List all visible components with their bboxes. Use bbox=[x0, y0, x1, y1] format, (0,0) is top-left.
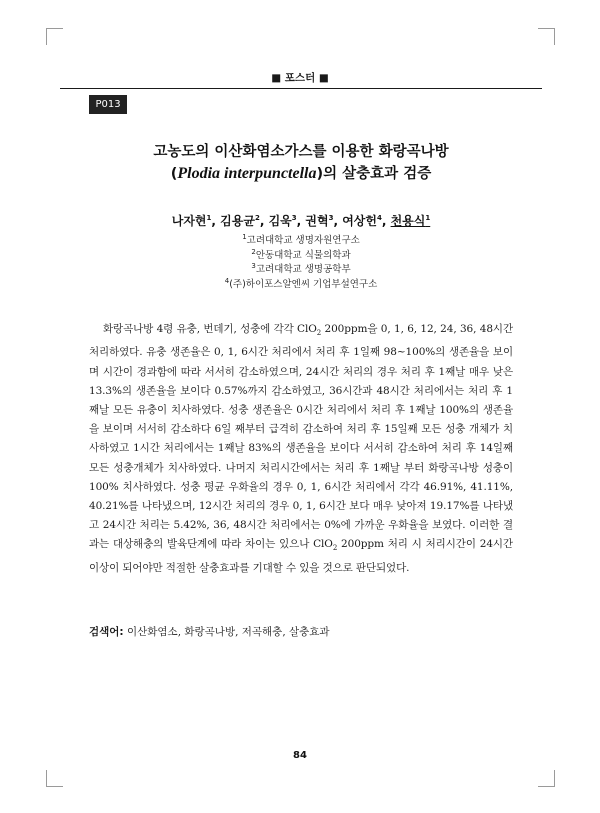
paper-title bbox=[60, 141, 542, 185]
author: 나자현$^1$, bbox=[171, 214, 221, 228]
title-line-2-rest: )의 살충효과 검증 bbox=[316, 166, 432, 182]
abstract-body: 화랑곡나방 4령 유충, 번데기, 성충에 각각 ClO$_2$ 200ppm을 0, 1, 6, 12, 24, 36, 48시간 처리하였다. 유충 생존율은 0, 1, 6시간 처리에서 처리 후 1일째 98~100%의 생존율을 보이며 시간이 경과함에 따라 서서히 감소하였으며, 24시간 처리의 경우 처리 후 1째날 매우 낮은 13.3%의 생존율을 보이다 0.57%까지 감소하였고, 36시간과 48시간 처리에서는 처리 후 1째날 모든 유충이 치사하였다. 성충 생존율은 0시간 처리에서 처리 후 1째날 100%의 생존율을 보이며 서서히 감소하다 6일 째부터 급격히 감소하여 처리 후 15일째 모든 성충 개체가 치사하였고 1시간 처리에서는 1째날 83%의 생존율을 보이다 서서히 감소하여 처리 후 14일째 모든 성충개체가 치사하였다. 나머지 처리시간에서는 처리 후 1째날 부터 화랑곡나방 성충이 100% 치사하였다. 성충 평균 우화율의 경우 0, 1, 6시간 처리에서 각각 46.91%, 41.11%, 40.21%를 나타냈으며, 12시간 처리의 경우 0, 1, 6시간 보다 매우 낮아져 19.17%를 나타냈고 24시간 처리는 5.42%, 36, 48시간 처리에서는 0%에 가까운 우화율을 보였다. 이러한 결과는 대상해충의 발육단계에 따라 차이는 있으나 ClO$_2$ 200ppm 처리 시 처리시간이 24시간 이상이 되어야만 적절한 살충효과를 기대할 수 있을 것으로 판단되었다. bbox=[89, 323, 513, 574]
author: 권혁$^3$, bbox=[305, 214, 343, 228]
crop-mark-top-right bbox=[538, 28, 555, 45]
author-list bbox=[60, 212, 542, 229]
crop-mark-bottom-left bbox=[46, 770, 63, 787]
species-name: Plodia interpunctella bbox=[177, 165, 317, 182]
title-paren-open: ( bbox=[170, 166, 178, 182]
author: 여상헌$^4$, bbox=[342, 214, 391, 228]
crop-mark-bottom-right bbox=[538, 770, 555, 787]
poster-code-badge: P013 bbox=[89, 95, 127, 114]
affiliation: $^3$고려대학교 생명공학부 bbox=[251, 261, 351, 275]
affiliation-list bbox=[60, 234, 542, 292]
affiliation: $^4$(주)하이포스알엔씨 기업부설연구소 bbox=[224, 276, 378, 290]
author: 김용균$^2$, bbox=[220, 214, 269, 228]
affiliation: $^1$고려대학교 생명자원연구소 bbox=[242, 232, 360, 246]
page-number: 84 bbox=[293, 750, 307, 761]
crop-mark-top-left bbox=[46, 28, 63, 45]
presenting-author: 천용식$^1$ bbox=[390, 214, 431, 228]
keywords-text: 이산화염소, 화랑곡나방, 저곡해충, 살충효과 bbox=[123, 626, 330, 638]
title-line-2 bbox=[60, 163, 542, 185]
author: 김욱$^3$, bbox=[268, 214, 306, 228]
header-rule bbox=[60, 88, 542, 89]
section-header: ■ 포스터 ■ bbox=[271, 72, 329, 84]
keywords-label: 검색어: bbox=[89, 626, 124, 638]
affiliation: $^2$안동대학교 식물의학과 bbox=[251, 247, 351, 261]
title-line-1: 고농도의 이산화염소가스를 이용한 화랑곡나방 bbox=[153, 144, 449, 160]
keywords bbox=[89, 623, 513, 642]
